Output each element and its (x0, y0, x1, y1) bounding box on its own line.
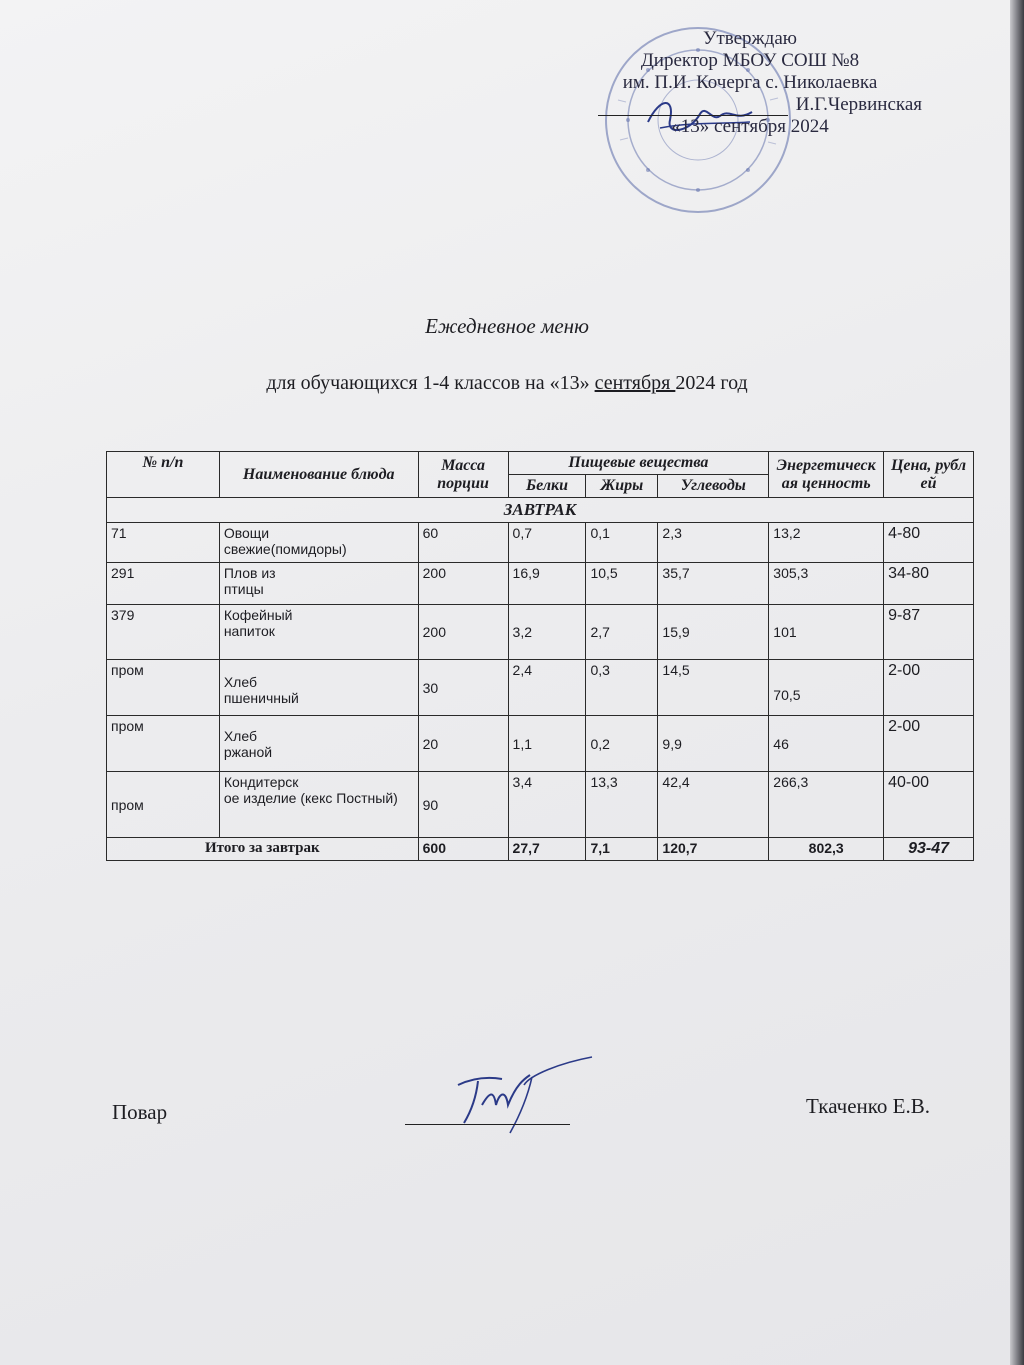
row-proteins: 3,4 (508, 772, 586, 838)
dish-name-b: свежие(помидоры) (223, 541, 347, 557)
page-edge-shadow (1010, 0, 1024, 1365)
cook-label: Повар (112, 1100, 168, 1124)
subtitle-suffix: 2024 год (675, 372, 748, 394)
header-energy: Энергетическая ценность (769, 452, 884, 498)
subtitle-prefix: для обучающихся 1-4 классов на «13» (266, 372, 595, 394)
row-dish (219, 605, 418, 660)
row-carbs: 42,4 (658, 772, 769, 838)
dish-name-b: птицы (223, 581, 264, 597)
row-price: 4-80 (884, 523, 974, 563)
row-dish (219, 523, 418, 563)
table-row (107, 772, 974, 838)
row-proteins: 3,2 (508, 605, 586, 660)
dish-name-a: Плов из (223, 565, 276, 581)
total-energy: 802,3 (769, 838, 884, 861)
subtitle-month: сентября (594, 372, 676, 394)
row-carbs: 15,9 (658, 605, 769, 660)
page-title: Ежедневное меню (425, 314, 589, 338)
row-mass: 200 (418, 563, 508, 605)
row-price: 2-00 (884, 716, 974, 772)
row-dish (219, 660, 418, 716)
row-mass: 90 (418, 772, 508, 838)
header-num: № п/п (107, 452, 220, 498)
row-mass: 20 (418, 716, 508, 772)
approval-block (560, 28, 940, 138)
total-fats: 7,1 (586, 838, 658, 861)
dish-name-b: пшеничный (223, 690, 299, 706)
row-energy: 13,2 (769, 523, 884, 563)
cook-name: Ткаченко Е.В. (806, 1094, 931, 1118)
director-signature-line (598, 97, 788, 116)
row-num: 291 (107, 563, 220, 605)
row-carbs: 14,5 (658, 660, 769, 716)
row-proteins: 16,9 (508, 563, 586, 605)
page-subtitle (0, 372, 1014, 395)
table-row (107, 563, 974, 605)
row-num: 379 (107, 605, 220, 660)
row-energy: 305,3 (769, 563, 884, 605)
total-label: Итого за завтрак (107, 838, 419, 861)
row-proteins: 0,7 (508, 523, 586, 563)
row-carbs: 9,9 (658, 716, 769, 772)
header-name: Наименование блюда (219, 452, 418, 498)
table-row (107, 660, 974, 716)
dish-name-a: Хлеб (223, 728, 257, 744)
table-row (107, 716, 974, 772)
dish-name-a: Кофейный (223, 607, 293, 623)
approve-line-3: им. П.И. Кочерга с. Николаевка (622, 72, 878, 93)
cook-signature-line (405, 1124, 570, 1125)
row-fats: 0,2 (586, 716, 658, 772)
row-fats: 0,1 (586, 523, 658, 563)
row-energy: 46 (769, 716, 884, 772)
row-fats: 0,3 (586, 660, 658, 716)
header-proteins: Белки (508, 475, 586, 498)
approve-line-2: Директор МБОУ СОШ №8 (640, 50, 860, 71)
row-energy: 101 (769, 605, 884, 660)
approve-line-1: Утверждаю (703, 28, 797, 49)
dish-name-a: Овощи (223, 525, 270, 541)
dish-name-a: Кондитерск (223, 774, 299, 790)
total-mass: 600 (418, 838, 508, 861)
row-fats: 10,5 (586, 563, 658, 605)
header-carbs: Углеводы (658, 475, 769, 498)
row-carbs: 2,3 (658, 523, 769, 563)
row-mass: 60 (418, 523, 508, 563)
row-price: 40-00 (884, 772, 974, 838)
row-proteins: 2,4 (508, 660, 586, 716)
row-num: пром (107, 660, 220, 716)
total-price: 93-47 (884, 838, 974, 861)
header-mass: Масса порции (418, 452, 508, 498)
table-row (107, 605, 974, 660)
row-price: 2-00 (884, 660, 974, 716)
row-mass: 200 (418, 605, 508, 660)
approve-line-4: И.Г.Червинская (795, 94, 922, 115)
section-label: ЗАВТРАК (107, 498, 974, 523)
cook-signature-icon (420, 1055, 610, 1135)
row-num: пром (107, 772, 220, 838)
total-row (107, 838, 974, 861)
total-carbs: 120,7 (658, 838, 769, 861)
total-proteins: 27,7 (508, 838, 586, 861)
dish-name-b: напиток (223, 623, 275, 639)
header-fats: Жиры (586, 475, 658, 498)
row-carbs: 35,7 (658, 563, 769, 605)
row-proteins: 1,1 (508, 716, 586, 772)
row-num: 71 (107, 523, 220, 563)
table-row (107, 523, 974, 563)
header-nutrients: Пищевые вещества (508, 452, 769, 475)
section-row (107, 498, 974, 523)
header-price: Цена, рублей (884, 452, 974, 498)
row-price: 34-80 (884, 563, 974, 605)
row-mass: 30 (418, 660, 508, 716)
row-fats: 13,3 (586, 772, 658, 838)
dish-name-b: ое изделие (кекс Постный) (223, 790, 398, 806)
row-energy: 266,3 (769, 772, 884, 838)
dish-name-a: Хлеб (223, 674, 257, 690)
header-row (107, 452, 974, 475)
row-price: 9-87 (884, 605, 974, 660)
row-energy: 70,5 (769, 660, 884, 716)
row-dish (219, 716, 418, 772)
row-num: пром (107, 716, 220, 772)
row-dish (219, 772, 418, 838)
row-dish (219, 563, 418, 605)
dish-name-b: ржаной (223, 744, 273, 760)
approve-line-5: «13» сентября 2024 (671, 116, 829, 137)
menu-table (106, 451, 974, 861)
row-fats: 2,7 (586, 605, 658, 660)
